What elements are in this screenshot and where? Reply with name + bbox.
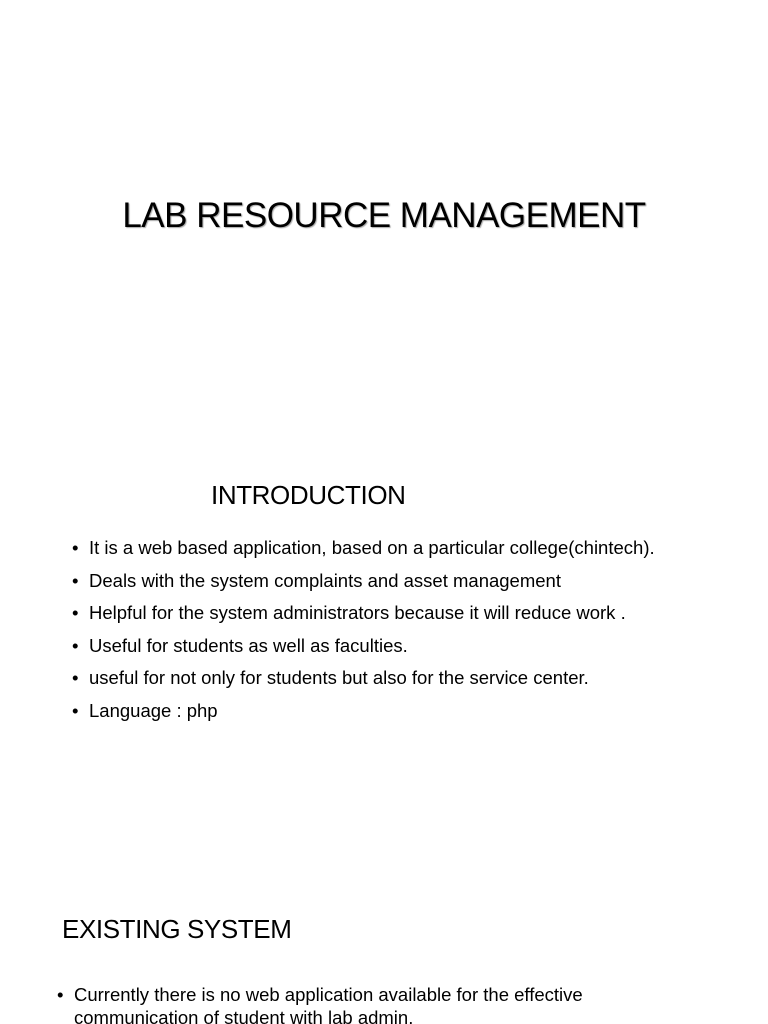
bullet-dot-icon: • bbox=[57, 984, 64, 1005]
bullet-text-continuation: communication of student with lab admin. bbox=[74, 1007, 414, 1024]
bullet-dot-icon: • bbox=[72, 569, 79, 591]
list-item bbox=[72, 532, 655, 565]
list-item bbox=[72, 662, 655, 695]
bullet-text: Helpful for the system administrators because it will reduce work . bbox=[89, 602, 626, 623]
slide-title: LAB RESOURCE MANAGEMENT bbox=[122, 196, 646, 235]
bullet-text: It is a web based application, based on a particular college(chintech). bbox=[89, 537, 655, 558]
bullet-dot-icon: • bbox=[72, 634, 79, 656]
list-item bbox=[57, 983, 583, 1024]
list-item bbox=[72, 695, 655, 728]
introduction-slide bbox=[0, 432, 768, 864]
bullet-text: useful for not only for students but also for the service center. bbox=[89, 667, 589, 688]
bullet-dot-icon: • bbox=[72, 667, 79, 688]
introduction-heading: INTRODUCTION bbox=[211, 480, 406, 510]
existing-system-bullet-list bbox=[57, 983, 583, 1024]
existing-system-heading: EXISTING SYSTEM bbox=[62, 914, 292, 944]
bullet-dot-icon: • bbox=[72, 602, 79, 623]
bullet-dot-icon: • bbox=[72, 537, 79, 558]
title-slide bbox=[0, 0, 768, 432]
bullet-dot-icon: • bbox=[72, 699, 79, 721]
bullet-text: Currently there is no web application available for the effective bbox=[74, 984, 583, 1005]
existing-system-slide bbox=[0, 864, 768, 1024]
list-item bbox=[72, 565, 655, 598]
bullet-text: Language : php bbox=[89, 699, 218, 721]
introduction-bullet-list bbox=[72, 532, 655, 727]
list-item bbox=[72, 597, 655, 630]
bullet-text: Useful for students as well as faculties. bbox=[89, 634, 408, 656]
list-item bbox=[72, 630, 655, 663]
bullet-text: Deals with the system complaints and asset management bbox=[89, 569, 561, 591]
